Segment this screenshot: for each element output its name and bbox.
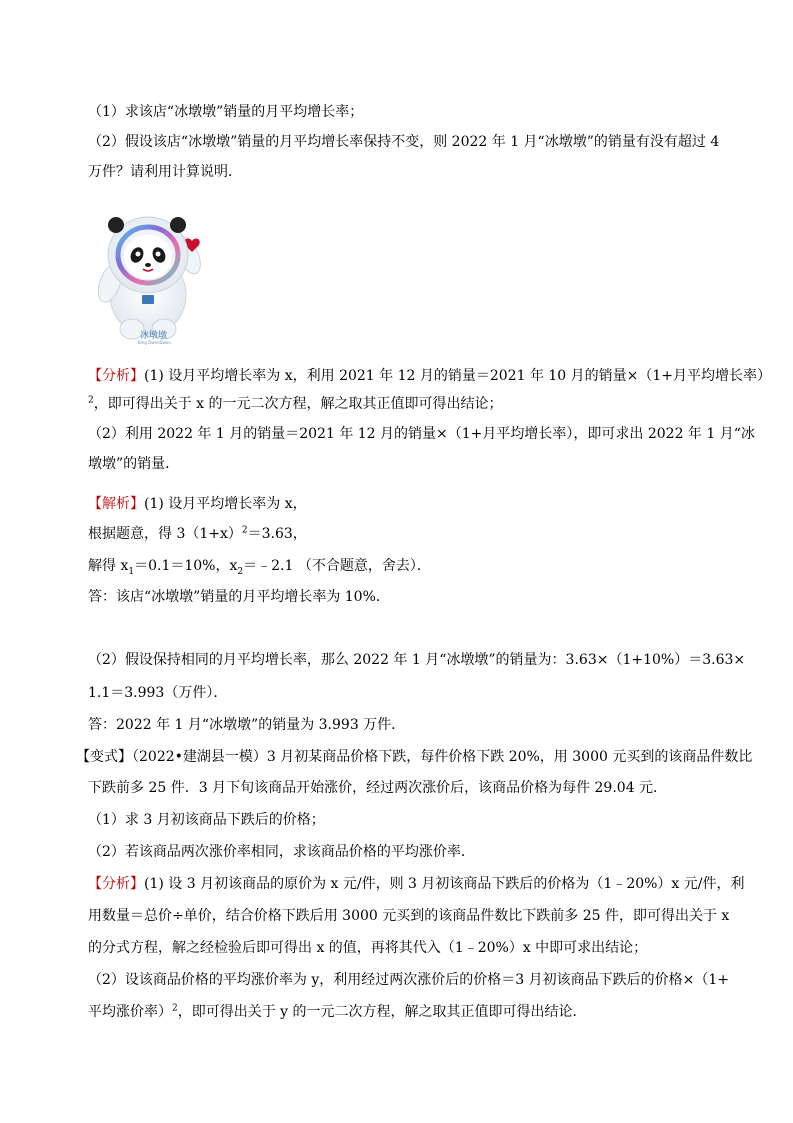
variant-analysis-line-4: （2）设该商品价格的平均涨价率为 y，利用经过两次涨价后的价格＝3 月初该商品下跌后的价格×（1+ bbox=[88, 972, 729, 988]
analysis-tag: 【分析】 bbox=[88, 368, 144, 384]
mascot-caption-en: Bing DwenDwen bbox=[138, 340, 171, 345]
analysis-line-1: 【分析】(1) 设月平均增长率为 x，利用 2021 年 12 月的销量＝2021 年 10 月的销量×（1+月平均增长率） bbox=[88, 368, 772, 384]
analysis-line-3: （2）利用 2022 年 1 月的销量＝2021 年 12 月的销量×（1+月平均增长率），即可求出 2022 年 1 月“冰 bbox=[88, 426, 755, 442]
question-part-2-cont: 万件？请利用计算说明． bbox=[88, 164, 242, 180]
solution-part2-line-2: 1.1＝3.993（万件）． bbox=[88, 685, 228, 701]
variant-analysis-line-3: 的分式方程，解之经检验后即可得出 x 的值，再将其代入（1﹣20%）x 中即可求出结论； bbox=[88, 940, 648, 956]
analysis-line-2: $^2$，即可得出关于 x 的一元二次方程，解之取其正值即可得出结论； bbox=[88, 395, 503, 412]
variant-line-1: 【变式】（2022•建湖县一模）3 月初某商品价格下跌，每件价格下跌 20%，用 3000 元买到的该商品件数比 bbox=[76, 749, 753, 765]
variant-analysis-line-5: 平均涨价率）$^2$，即可得出关于 y 的一元二次方程，解之取其正值即可得出结论． bbox=[88, 1003, 587, 1020]
solution-line-2: 根据题意，得 $3(1+x)^2=3.63$， bbox=[88, 525, 307, 542]
solution-part2-line-3: 答：2022 年 1 月“冰墩墩”的销量为 3.993 万件． bbox=[88, 717, 406, 733]
variant-tag: 【变式】 bbox=[76, 749, 132, 765]
solution-line-4: 答：该店“冰墩墩”销量的月平均增长率为 10%． bbox=[88, 589, 390, 605]
question-part-2: （2）假设该店“冰墩墩”销量的月平均增长率保持不变，则 2022 年 1 月“冰墩墩”的销量有没有超过 4 bbox=[88, 134, 720, 150]
variant-question-1: （1）求 3 月初该商品下跌后的价格； bbox=[88, 812, 325, 828]
variant-analysis-line-2: 用数量＝总价÷单价，结合价格下跌后用 3000 元买到的该商品件数比下跌前多 25 件，即可得出关于 x bbox=[88, 908, 730, 924]
bing-dwen-dwen-mascot-image bbox=[88, 205, 220, 345]
mascot-caption-cn: 冰墩墩 bbox=[140, 331, 168, 341]
analysis-line-4: 墩墩”的销量． bbox=[88, 456, 180, 472]
solution-part2-line-1: （2）假设保持相同的月平均增长率，那么 2022 年 1 月“冰墩墩”的销量为：3.63×（1+10%）＝3.63× bbox=[88, 652, 746, 668]
solution-line-1: 【解析】(1) 设月平均增长率为 x， bbox=[88, 496, 307, 512]
variant-analysis-line-1: 【分析】(1) 设 3 月初该商品的原价为 x 元/件，则 3 月初该商品下跌后的价格为（1﹣20%）x 元/件，利 bbox=[88, 876, 745, 892]
variant-question-2: （2）若该商品两次涨价率相同，求该商品价格的平均涨价率． bbox=[88, 844, 475, 860]
variant-line-2: 下跌前多 25 件．3 月下旬该商品开始涨价，经过两次涨价后，该商品价格为每件 29.04 元． bbox=[88, 780, 668, 796]
question-part-1: （1）求该店“冰墩墩”销量的月平均增长率； bbox=[88, 104, 364, 120]
solution-line-3: 解得 $x_1=0.1=10\%$，$x_2=﹣2.1$ （不合题意，舍去）． bbox=[88, 558, 431, 577]
solution-tag: 【解析】 bbox=[88, 496, 144, 512]
variant-analysis-tag: 【分析】 bbox=[88, 876, 144, 892]
